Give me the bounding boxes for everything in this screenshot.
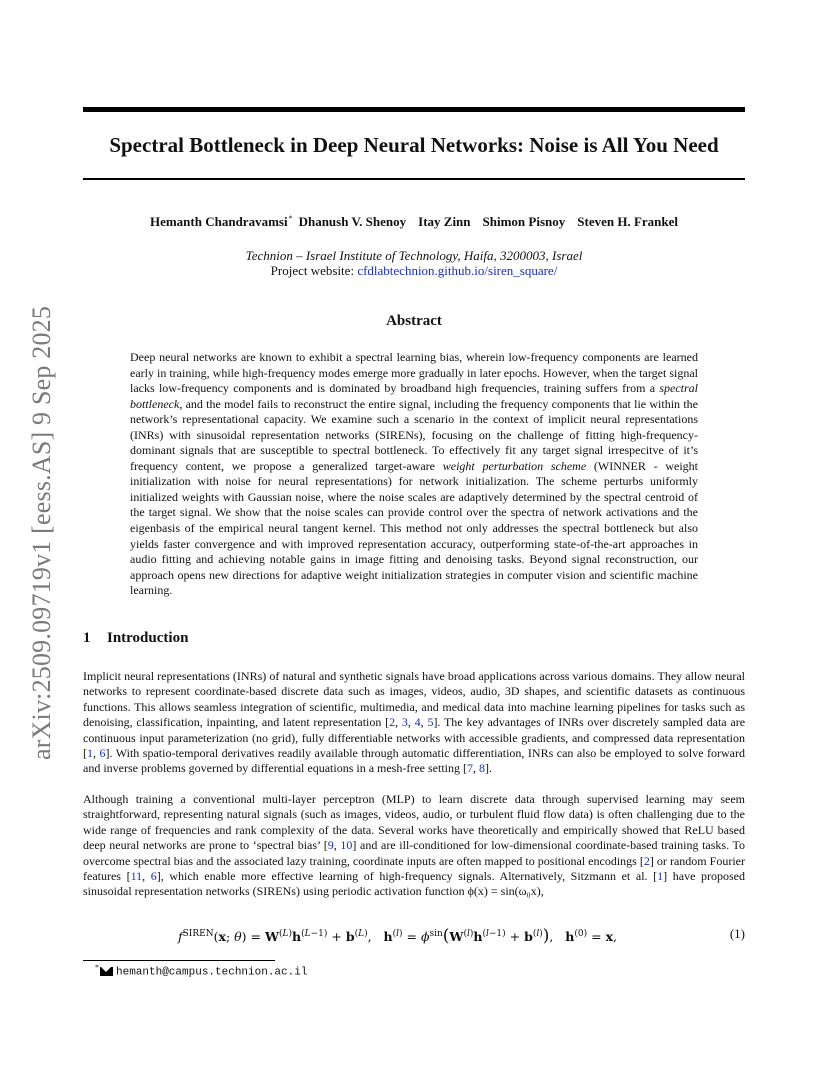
- citation-link[interactable]: 6: [150, 869, 157, 884]
- paper-title: Spectral Bottleneck in Deep Neural Networks: Noise is All You Need: [109, 133, 719, 157]
- affiliation: Technion – Israel Institute of Technology, Haifa, 3200003, Israel: [245, 248, 583, 263]
- citation-link[interactable]: 11: [130, 869, 143, 884]
- paragraph-text: ], which enable more effective learning of high-frequency signals. Alternatively, Sitzmann et al. [: [156, 869, 658, 884]
- project-prefix: Project website:: [270, 263, 358, 278]
- paragraph-text: ,: [395, 715, 402, 730]
- paragraph-text: ,: [407, 715, 415, 730]
- paragraph-text: ,: [473, 761, 479, 776]
- citation-link[interactable]: 3: [401, 715, 408, 730]
- intro-paragraph-1: [83, 669, 745, 777]
- citation-link[interactable]: 10: [340, 838, 353, 853]
- author-name: Shimon Pisnoy: [482, 214, 566, 230]
- project-link[interactable]: cfdlabtechnion.github.io/siren_square/: [357, 263, 558, 278]
- author-name: Dhanush V. Shenoy: [298, 214, 407, 230]
- equation-number: (1): [729, 926, 745, 941]
- project-website: [83, 263, 745, 279]
- paragraph-text: Although training a conventional multi-layer perceptron (MLP) to learn discrete data through supervised learning may seem straightforward, representing natural signals (such as images, videos, audio, or turbulent fluid flow data) is often challenging due to the wide range of frequencies and rank complexity of the data. Several works have theoretically and empirically showed that ReLU based deep neural networks are prone to ‘spectral bias’ [: [83, 792, 745, 853]
- citation-link[interactable]: 2: [643, 853, 650, 868]
- envelope-icon: [100, 967, 113, 976]
- paragraph-text: Implicit neural representations (INRs) of natural and synthetic signals have broad applications across various domains. They allow neural networks to represent coordinate-based discrete data such as images, videos, audio, 3D shapes, and scientific datasets as continuous functions. This allows seamless integration of scientific, multimedia, and medical data into machine learning pipelines for tasks such as denoising, classification, inpainting, and latent representation [: [83, 669, 745, 730]
- equation-1: [83, 926, 745, 948]
- footnote: [95, 963, 307, 979]
- author-footnote-mark: *: [288, 214, 293, 223]
- paragraph-text: ] have proposed sinusoidal representation networks (SIRENs) using periodic activation function ϕ(x) = sin(ω₀x),: [83, 869, 745, 899]
- citation-link[interactable]: 1: [87, 746, 93, 761]
- paragraph-text: ].: [485, 761, 492, 776]
- intro-paragraph-2: [83, 792, 745, 900]
- paragraph-text: ,: [142, 869, 151, 884]
- title-rule: [83, 178, 745, 180]
- citation-link[interactable]: 8: [479, 761, 485, 776]
- paragraph-text: ] or random Fourier features [: [83, 853, 745, 884]
- citation-link[interactable]: 7: [467, 761, 473, 776]
- citation-link[interactable]: 2: [389, 715, 396, 730]
- citation-link[interactable]: 6: [99, 746, 106, 761]
- author-name: Hemanth Chandravamsi: [149, 214, 288, 230]
- paragraph-text: ,: [93, 746, 100, 761]
- equation-body: $f^{SIREN}(x$; $\theta) = W^{(L)}h^{(L-1)} + b^{(L)}$, $h^{(l)} = \phi^{sin}(W^{(l)}h^{(l-1)} + b^{(l)})$, $h^{(0)} = x$,: [178, 926, 617, 946]
- arxiv-stamp: arXiv:2509.09719v1 [eess.AS] 9 Sep 2025: [27, 305, 56, 761]
- section-title: Introduction: [107, 630, 189, 646]
- paragraph-text: ]. The key advantages of INRs over discretely sampled data are continuous input parameterization (no grid), fully differentiable networks with accessible gradients, and compressed data representation [: [83, 715, 746, 761]
- author-list: [83, 214, 745, 230]
- citation-link[interactable]: 5: [427, 715, 434, 730]
- footnote-mark: *: [95, 963, 99, 972]
- paragraph-text: ]. With spatio-temporal derivatives readily available through automatic differentiation, INRs can also be employed to solve forward and inverse problems governed by differential equations in a mesh-free setting [: [83, 746, 746, 776]
- abstract-heading: Abstract: [386, 313, 442, 329]
- abstract-body: Deep neural networks are known to exhibit a spectral learning bias, wherein low-frequency components are learned early in training, while high-frequency modes emerge more gradually in later epochs. However, when the target signal lacks low-frequency components and is dominated by broadband high frequencies, training suffers from a spectral bottleneck, and the model fails to reconstruct the entire signal, including the frequency components that lie within the network’s representational capacity. We examine such a scenario in the context of implicit neural representations (INRs) with sinusoidal representation networks (SIRENs), focusing on the challenge of fitting high-frequency-dominant signals that are susceptible to spectral bottleneck. To effectively fit any target signal irrespecitve of it’s frequency content, we propose a generalized target-aware weight perturbation scheme (WINNER - weight initialization with noise for neural representations) for network initialization. The scheme perturbs uniformly initialized weights with Gaussian noise, where the noise scales are adaptively determined by the spectral centroid of the target signal. We show that the noise scales can provide control over the spectra of network activations and the eigenbasis of the empirical neural tangent kernel. This method not only addresses the spectral bottleneck but also yields faster convergence and with improved representation accuracy, outperforming state-of-the-art approaches in audio fitting and achieving notable gains in image fitting and denoising tasks. Beyond signal reconstruction, our approach opens new directions for adaptive weight initialization strategies in computer vision and scientific machine learning.: [130, 350, 698, 598]
- citation-link[interactable]: 4: [414, 715, 421, 730]
- author-name: Steven H. Frankel: [577, 214, 679, 230]
- top-rule: [83, 107, 745, 112]
- paragraph-text: ,: [420, 715, 428, 730]
- paragraph-text: ,: [333, 838, 341, 853]
- section-heading-introduction: [83, 630, 188, 647]
- paragraph-text: ] and are ill-conditioned for low-dimensional coordinate-based training tasks. To overcome spectral bias and the associated lazy training, coordinate inputs are often mapped to positional encodings [: [83, 838, 745, 868]
- citation-link[interactable]: 1: [657, 869, 664, 884]
- author-name: Itay Zinn: [418, 214, 471, 230]
- footnote-rule: [83, 960, 275, 961]
- citation-link[interactable]: 9: [327, 838, 334, 853]
- footnote-email: hemanth@campus.technion.ac.il: [116, 966, 308, 979]
- section-number: 1: [83, 630, 91, 646]
